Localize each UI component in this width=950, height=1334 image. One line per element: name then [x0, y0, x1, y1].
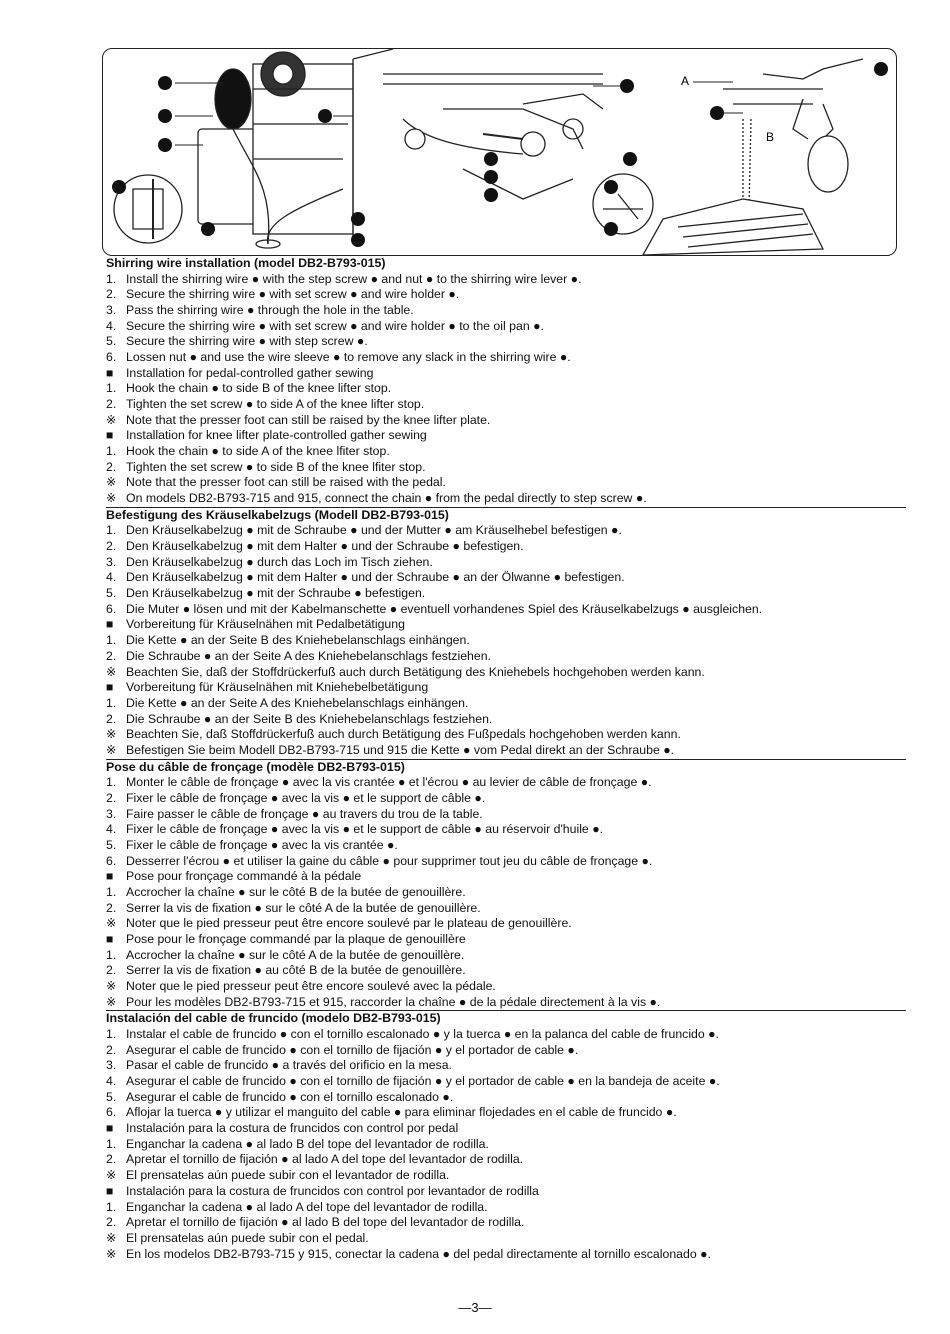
line-text: Noter que le pied presseur peut être encore soulevé avec la pédale. [126, 979, 496, 994]
line-marker: 4. [106, 570, 117, 585]
line-marker: ※ [106, 994, 117, 1009]
line-text: Installation for pedal-controlled gather sewing [126, 365, 374, 380]
line-marker: 2. [106, 790, 117, 805]
line-text: Die Schraube ● an der Seite B des Kniehebelanschlags festziehen. [126, 711, 493, 726]
line-marker: 3. [106, 302, 117, 317]
line-text: Secure the shirring wire ● with set screw ● and wire holder ● to the oil pan ●. [126, 318, 544, 333]
line-text: En los modelos DB2-B793-715 y 915, conectar la cadena ● del pedal directamente al tornillo escalonado ●. [126, 1246, 711, 1261]
line-marker: ※ [106, 1246, 117, 1261]
section-heading: Befestigung des Kräuselkabelzugs (Modell DB2-B793-015) [106, 507, 449, 522]
line-marker: ■ [106, 1121, 114, 1136]
instruction-line [106, 1247, 906, 1263]
line-marker: ※ [106, 979, 117, 994]
instruction-line [106, 649, 906, 665]
line-text: Fixer le câble de fronçage ● avec la vis ● et le support de câble ● au réservoir d'huile ●. [126, 822, 604, 837]
line-marker: 2. [106, 648, 117, 663]
line-marker: 6. [106, 1105, 117, 1120]
line-text: Noter que le pied presseur peut être encore soulevé par le plateau de genouillère. [126, 916, 572, 931]
line-text: Die Schraube ● an der Seite A des Kniehebelanschlags festziehen. [126, 648, 491, 663]
language-section [106, 507, 906, 759]
instruction-line [106, 1231, 906, 1247]
instruction-line [106, 665, 906, 681]
line-text: Enganchar la cadena ● al lado B del tope del levantador de rodilla. [126, 1136, 489, 1151]
section-heading: Shirring wire installation (model DB2-B793-015) [106, 256, 386, 270]
instruction-line [106, 901, 906, 917]
line-marker: ※ [106, 727, 117, 742]
instruction-line [106, 743, 906, 759]
instruction-line [106, 807, 906, 823]
instruction-line [106, 838, 906, 854]
instruction-line [106, 822, 906, 838]
instruction-line [106, 1200, 906, 1216]
line-marker: 2. [106, 539, 117, 553]
line-marker: ※ [106, 475, 117, 490]
line-text: Den Kräuselkabelzug ● durch das Loch im Tisch ziehen. [126, 554, 433, 569]
line-text: Fixer le câble de fronçage ● avec la vis crantée ●. [126, 837, 398, 852]
language-section [106, 256, 906, 507]
instruction-line [106, 413, 906, 429]
line-marker: ※ [106, 412, 117, 427]
line-marker: ※ [106, 742, 117, 757]
instruction-line [106, 397, 906, 413]
illustration-panel [102, 48, 897, 256]
line-text: Den Kräuselkabelzug ● mit de Schraube ● und der Mutter ● am Kräuselhebel befestigen ●. [126, 523, 622, 538]
instruction-line [106, 885, 906, 901]
line-marker: 6. [106, 853, 117, 868]
instruction-line [106, 555, 906, 571]
line-text: Aflojar la tuerca ● y utilizar el manguito del cable ● para eliminar flojedades en el cable de fruncido ●. [126, 1105, 677, 1120]
line-marker: 2. [106, 1152, 117, 1167]
line-marker: 1. [106, 381, 117, 396]
line-text: Accrocher la chaîne ● sur le côté B de la butée de genouillère. [126, 884, 466, 899]
instruction-line [106, 366, 906, 382]
language-section [106, 759, 906, 1011]
instruction-line [106, 491, 906, 507]
line-text: Note that the presser foot can still be raised with the pedal. [126, 475, 446, 490]
line-marker: 4. [106, 318, 117, 333]
instruction-line [106, 869, 906, 885]
line-text: Asegurar el cable de fruncido ● con el tornillo de fijación ● y el portador de cable ● en la bandeja de aceite ●. [126, 1074, 720, 1088]
line-marker: 2. [106, 397, 117, 411]
line-text: Vorbereitung für Kräuselnähen mit Kniehebelbetätigung [126, 680, 429, 695]
instruction-line [106, 1184, 906, 1200]
line-marker: ■ [106, 869, 114, 884]
line-marker: 6. [106, 349, 117, 364]
instruction-line [106, 475, 906, 491]
page-number: —3— [458, 1300, 492, 1315]
line-marker: 1. [106, 775, 117, 790]
line-marker: ■ [106, 365, 114, 380]
line-marker: 2. [106, 1042, 117, 1057]
instruction-line [106, 1043, 906, 1059]
instruction-line [106, 444, 906, 460]
line-marker: 1. [106, 1136, 117, 1151]
line-marker: 2. [106, 459, 117, 474]
line-text: Die Kette ● an der Seite A des Kniehebelanschlags einhängen. [126, 695, 469, 710]
instruction-line [106, 1168, 906, 1184]
line-text: Faire passer le câble de fronçage ● au travers du trou de la table. [126, 806, 483, 821]
instruction-line [106, 539, 906, 555]
instruction-line [106, 381, 906, 397]
line-marker: 1. [106, 523, 117, 538]
line-marker: 4. [106, 822, 117, 837]
line-marker: 1. [106, 271, 117, 286]
instruction-line [106, 586, 906, 602]
line-text: Fixer le câble de fronçage ● avec la vis ● et le support de câble ●. [126, 790, 486, 805]
line-text: Pose pour fronçage commandé à la pédale [126, 869, 362, 884]
line-marker: ■ [106, 680, 114, 695]
line-text: Hook the chain ● to side B of the knee lifter stop. [126, 381, 392, 396]
line-text: Pose pour le fronçage commandé par la plaque de genouillère [126, 932, 466, 946]
language-section [106, 1010, 906, 1262]
line-marker: 2. [106, 900, 117, 915]
line-text: Instalar el cable de fruncido ● con el tornillo escalonado ● y la tuerca ● en la palanca del cable de fruncido ●. [126, 1026, 719, 1041]
line-text: Die Kette ● an der Seite B des Kniehebelanschlags einhängen. [126, 633, 470, 648]
line-marker: ■ [106, 617, 114, 632]
line-marker: ■ [106, 932, 114, 946]
instruction-line [106, 617, 906, 633]
line-text: Beachten Sie, daß Stoffdrückerfuß auch durch Betätigung des Fußpedals hochgehoben werden kann. [126, 727, 681, 742]
line-text: Pour les modèles DB2-B793-715 et 915, raccorder la chaîne ● de la pédale directement à la vis ●. [126, 994, 661, 1009]
instruction-line [106, 1027, 906, 1043]
instruction-line [106, 350, 906, 366]
line-marker: ※ [106, 1230, 117, 1245]
line-text: Instalación para la costura de fruncidos con control por levantador de rodilla [126, 1183, 539, 1198]
line-text: Serrer la vis de fixation ● au côté B de la butée de genouillère. [126, 963, 466, 978]
instruction-line [106, 1137, 906, 1153]
line-marker: 2. [106, 1215, 117, 1230]
instruction-line [106, 727, 906, 743]
instruction-line [106, 633, 906, 649]
instruction-line [106, 602, 906, 618]
instruction-line [106, 334, 906, 350]
line-marker: 1. [106, 695, 117, 710]
line-text: Apretar el tornillo de fijación ● al lado A del tope del levantador de rodilla. [126, 1152, 524, 1167]
line-text: Befestigen Sie beim Modell DB2-B793-715 und 915 die Kette ● vom Pedal direkt an der Schraube ●. [126, 742, 675, 757]
line-text: Instalación para la costura de fruncidos con control por pedal [126, 1121, 459, 1136]
instruction-line [106, 696, 906, 712]
instruction-line [106, 854, 906, 870]
instruction-line [106, 995, 906, 1011]
instruction-line [106, 1215, 906, 1231]
line-text: Desserrer l'écrou ● et utiliser la gaine du câble ● pour supprimer tout jeu du câble de fronçage ●. [126, 853, 653, 868]
sewing-machine-diagram [103, 49, 896, 255]
line-marker: 1. [106, 1199, 117, 1214]
line-marker: 3. [106, 1058, 117, 1073]
instruction-line [106, 319, 906, 335]
instruction-line [106, 460, 906, 476]
line-marker: 5. [106, 586, 117, 601]
instruction-line [106, 775, 906, 791]
line-text: Vorbereitung für Kräuselnähen mit Pedalbetätigung [126, 617, 405, 632]
line-text: Accrocher la chaîne ● sur le côté A de la butée de genouillère. [126, 947, 465, 962]
instruction-line [106, 428, 906, 444]
line-text: El prensatelas aún puede subir con el pedal. [126, 1230, 369, 1245]
line-text: Asegurar el cable de fruncido ● con el tornillo de fijación ● y el portador de cable ●. [126, 1042, 579, 1057]
line-text: Serrer la vis de fixation ● sur le côté A de la butée de genouillère. [126, 900, 481, 915]
line-marker: ※ [106, 664, 117, 679]
instruction-line [106, 712, 906, 728]
line-text: Hook the chain ● to side A of the knee lfiter stop. [126, 444, 390, 459]
line-text: Asegurar el cable de fruncido ● con el tornillo escalonado ●. [126, 1089, 454, 1104]
line-text: On models DB2-B793-715 and 915, connect the chain ● from the pedal directly to step screw ●. [126, 491, 647, 506]
line-marker: 1. [106, 633, 117, 648]
line-text: Enganchar la cadena ● al lado A del tope del levantador de rodilla. [126, 1199, 488, 1214]
line-marker: 2. [106, 287, 117, 302]
line-text: Den Kräuselkabelzug ● mit dem Halter ● und der Schraube ● befestigen. [126, 539, 524, 553]
instruction-line [106, 570, 906, 586]
line-text: Apretar el tornillo de fijación ● al lado B del tope del levantador de rodilla. [126, 1215, 525, 1230]
line-text: Secure the shirring wire ● with set screw ● and wire holder ●. [126, 287, 460, 302]
instruction-line [106, 1090, 906, 1106]
line-text: Installation for knee lifter plate-controlled gather sewing [126, 428, 427, 443]
instruction-line [106, 1074, 906, 1090]
label-a: A [681, 74, 690, 88]
line-text: Pasar el cable de fruncido ● a través del orificio en la mesa. [126, 1058, 452, 1073]
line-text: Note that the presser foot can still be raised by the knee lifter plate. [126, 412, 491, 427]
line-marker: ※ [106, 1168, 117, 1183]
line-marker: 3. [106, 806, 117, 821]
instruction-text [106, 256, 906, 1262]
line-text: Den Kräuselkabelzug ● mit dem Halter ● und der Schraube ● an der Ölwanne ● befestigen. [126, 570, 625, 585]
instruction-line [106, 680, 906, 696]
instruction-line [106, 932, 906, 948]
line-text: Lossen nut ● and use the wire sleeve ● to remove any slack in the shirring wire ●. [126, 349, 571, 364]
line-marker: ■ [106, 1183, 114, 1198]
line-marker: 4. [106, 1074, 117, 1088]
line-text: Install the shirring wire ● with the step screw ● and nut ● to the shirring wire lever ●. [126, 271, 582, 286]
line-marker: ※ [106, 491, 117, 506]
line-text: Beachten Sie, daß der Stoffdrückerfuß auch durch Betätigung des Kniehebels hochgehoben werden kann. [126, 664, 705, 679]
line-text: Die Muter ● lösen und mit der Kabelmanschette ● eventuell vorhandenes Spiel des Kräuselkabelzugs ● ausgleichen. [126, 601, 763, 616]
line-marker: 5. [106, 1089, 117, 1104]
instruction-line [106, 1058, 906, 1074]
line-text: Tighten the set screw ● to side A of the knee lifter stop. [126, 397, 425, 411]
line-marker: ■ [106, 428, 114, 443]
instruction-line [106, 287, 906, 303]
line-marker: 2. [106, 963, 117, 978]
instruction-line [106, 303, 906, 319]
line-marker: 3. [106, 554, 117, 569]
instruction-line [106, 916, 906, 932]
line-marker: ※ [106, 916, 117, 931]
instruction-line [106, 1152, 906, 1168]
instruction-line [106, 523, 906, 539]
line-marker: 1. [106, 1026, 117, 1041]
line-text: Tighten the set screw ● to side B of the knee lfiter stop. [126, 459, 426, 474]
section-heading: Instalación del cable de fruncido (modelo DB2-B793-015) [106, 1011, 441, 1026]
line-marker: 1. [106, 884, 117, 899]
instruction-line [106, 791, 906, 807]
line-marker: 6. [106, 601, 117, 616]
instruction-line [106, 1121, 906, 1137]
section-heading: Pose du câble de fronçage (modèle DB2-B793-015) [106, 759, 405, 774]
instruction-line [106, 272, 906, 288]
instruction-line [106, 948, 906, 964]
line-text: El prensatelas aún puede subir con el levantador de rodilla. [126, 1168, 450, 1183]
line-text: Den Kräuselkabelzug ● mit der Schraube ● befestigen. [126, 586, 426, 601]
line-text: Monter le câble de fronçage ● avec la vis crantée ● et l'écrou ● au levier de câble de fronçage ●. [126, 775, 652, 790]
line-marker: 5. [106, 334, 117, 349]
instruction-line [106, 963, 906, 979]
label-b: B [766, 130, 775, 144]
line-text: Secure the shirring wire ● with step screw ●. [126, 334, 368, 349]
instruction-line [106, 979, 906, 995]
instruction-line [106, 1105, 906, 1121]
line-marker: 1. [106, 444, 117, 459]
line-marker: 1. [106, 947, 117, 962]
line-text: Pass the shirring wire ● through the hole in the table. [126, 302, 414, 317]
line-marker: 2. [106, 711, 117, 726]
line-marker: 5. [106, 837, 117, 852]
